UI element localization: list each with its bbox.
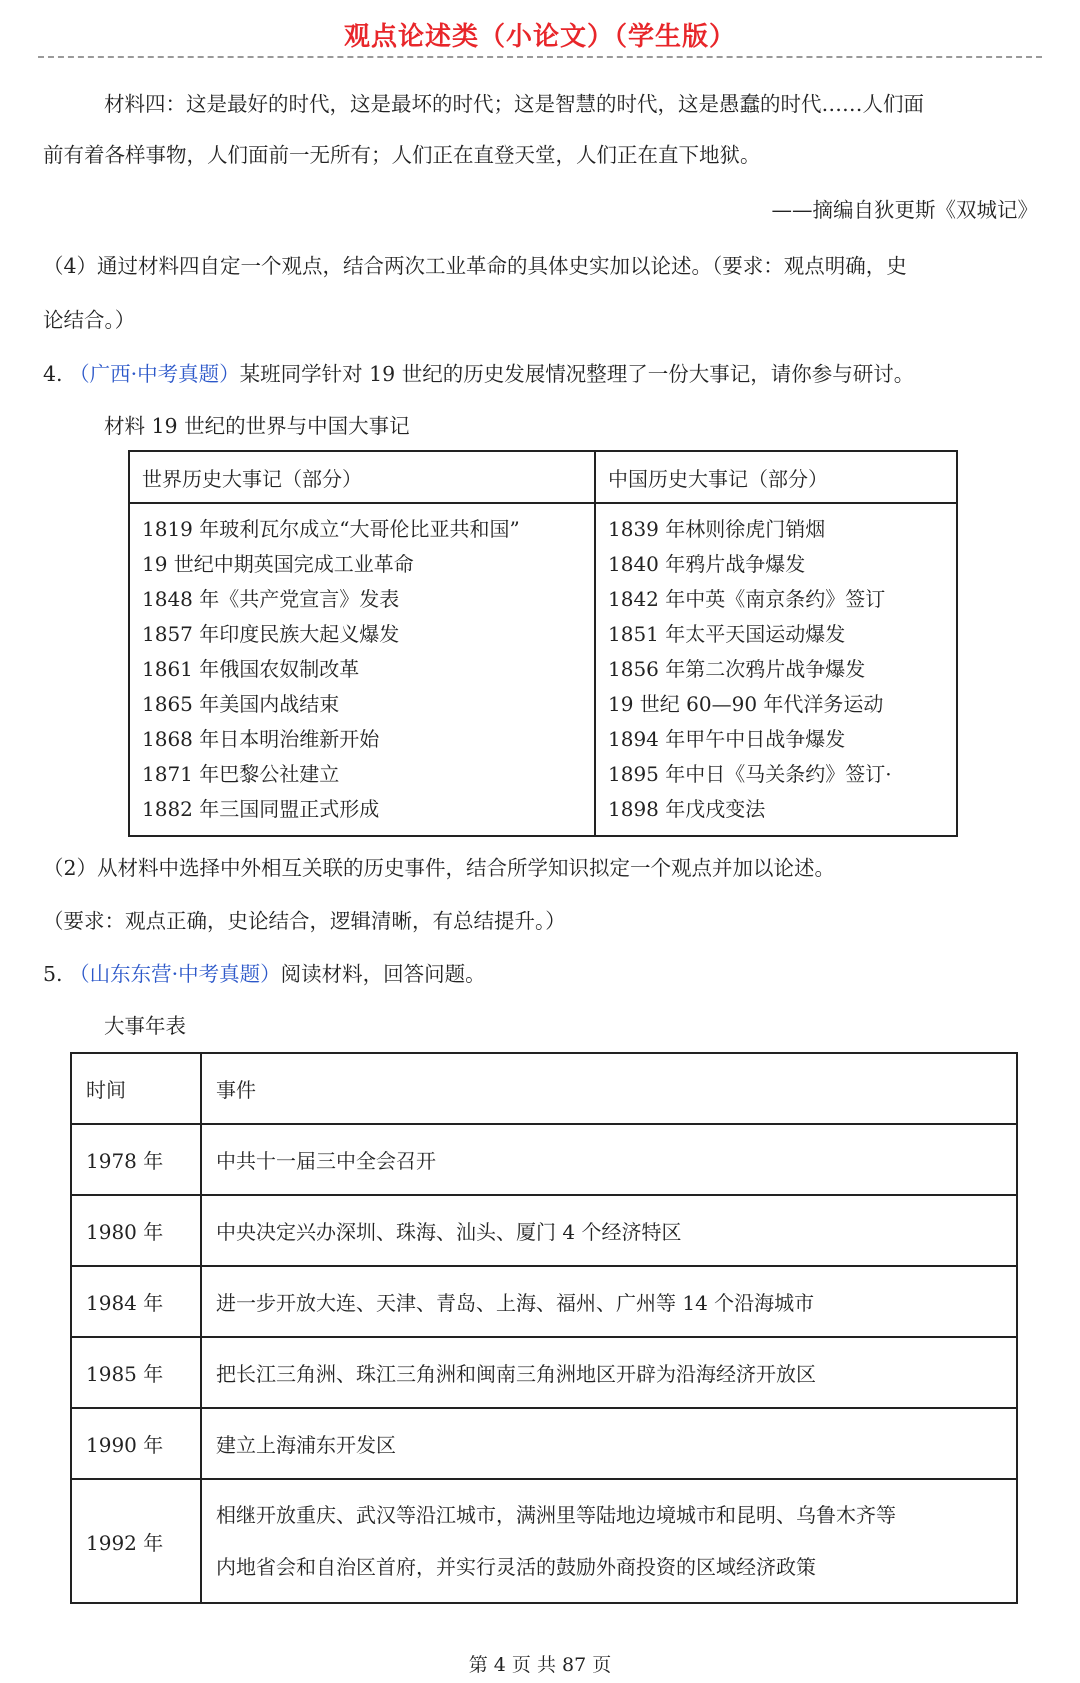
material4-line2: 前有着各样事物，人们面前一无所有；人们正在直登天堂，人们正在直下地狱。 (43, 143, 761, 167)
question4-sub4-line2: 论结合。） (43, 308, 136, 332)
world-event: 19 世纪中期英国完成工业革命 (142, 552, 414, 576)
column-header-event: 事件 (201, 1053, 1017, 1124)
table-row (71, 1124, 1017, 1195)
question-source-tag: （山东东营·中考真题） (69, 962, 281, 986)
question4-sub4-line1: （4）通过材料四自定一个观点，结合两次工业革命的具体史实加以论述。（要求：观点明确，史 (43, 254, 907, 278)
row-year: 1990 年 (71, 1408, 201, 1479)
china-event: 1898 年戊戌变法 (608, 797, 766, 821)
china-events-cell (595, 503, 957, 836)
table-row (71, 1337, 1017, 1408)
column-header-time: 时间 (71, 1053, 201, 1124)
china-event: 19 世纪 60—90 年代洋务运动 (608, 692, 884, 716)
world-events-cell (129, 503, 595, 836)
table-row (71, 1479, 1017, 1603)
question-number: 5. (43, 962, 63, 986)
world-event: 1861 年俄国农奴制改革 (142, 657, 360, 681)
china-event: 1840 年鸦片战争爆发 (608, 552, 806, 576)
question-source-tag: （广西·中考真题） (69, 362, 240, 386)
row-event-line: 相继开放重庆、武汉等沿江城市，满洲里等陆地边境城市和昆明、乌鲁木齐等 (216, 1503, 896, 1527)
row-event: 建立上海浦东开发区 (201, 1408, 1017, 1479)
timeline-table (70, 1052, 1018, 1604)
china-events-header: 中国历史大事记（部分） (595, 451, 957, 503)
material4-source: ——摘编自狄更斯《双城记》 (771, 198, 1038, 222)
events-table (128, 450, 958, 837)
row-event (201, 1479, 1017, 1603)
table-header-row (71, 1053, 1017, 1124)
question5-heading (43, 960, 486, 988)
row-event-line: 内地省会和自治区首府，并实行灵活的鼓励外商投资的区域经济政策 (216, 1555, 816, 1579)
world-event: 1865 年美国内战结束 (142, 692, 340, 716)
question4-sub2-line1: （2）从材料中选择中外相互关联的历史事件，结合所学知识拟定一个观点并加以论述。 (43, 856, 836, 880)
world-events-header: 世界历史大事记（部分） (129, 451, 595, 503)
page-number: 第 4 页 共 87 页 (468, 1654, 612, 1676)
world-event: 1848 年《共产党宣言》发表 (142, 587, 400, 611)
row-event: 把长江三角洲、珠江三角洲和闽南三角洲地区开辟为沿海经济开放区 (201, 1337, 1017, 1408)
row-event: 中共十一届三中全会召开 (201, 1124, 1017, 1195)
row-year: 1992 年 (71, 1479, 201, 1603)
table-row (71, 1266, 1017, 1337)
material-title: 材料 19 世纪的世界与中国大事记 (104, 414, 410, 438)
china-event: 1839 年林则徐虎门销烟 (608, 517, 826, 541)
china-event: 1895 年中日《马关条约》签订· (608, 762, 892, 786)
row-year: 1978 年 (71, 1124, 201, 1195)
world-event: 1882 年三国同盟正式形成 (142, 797, 380, 821)
table-row (71, 1195, 1017, 1266)
row-year: 1985 年 (71, 1337, 201, 1408)
china-event: 1842 年中英《南京条约》签订 (608, 587, 886, 611)
row-event: 中央决定兴办深圳、珠海、汕头、厦门 4 个经济特区 (201, 1195, 1017, 1266)
world-event: 1857 年印度民族大起义爆发 (142, 622, 400, 646)
page-title: 观点论述类（小论文）（学生版） (343, 22, 736, 52)
china-event: 1856 年第二次鸦片战争爆发 (608, 657, 866, 681)
china-event: 1851 年太平天国运动爆发 (608, 622, 846, 646)
header-divider (38, 56, 1042, 58)
row-year: 1980 年 (71, 1195, 201, 1266)
timeline-table-title: 大事年表 (104, 1014, 186, 1038)
question-number: 4. (43, 362, 63, 386)
row-event: 进一步开放大连、天津、青岛、上海、福州、广州等 14 个沿海城市 (201, 1266, 1017, 1337)
world-event: 1868 年日本明治维新开始 (142, 727, 380, 751)
row-year: 1984 年 (71, 1266, 201, 1337)
question-text: 阅读材料，回答问题。 (280, 962, 486, 986)
question4-sub2-line2: （要求：观点正确，史论结合，逻辑清晰，有总结提升。） (43, 909, 566, 933)
world-event: 1871 年巴黎公社建立 (142, 762, 340, 786)
material4-line1: 材料四：这是最好的时代，这是最坏的时代；这是智慧的时代，这是愚蠢的时代……人们面 (104, 92, 924, 116)
china-event: 1894 年甲午中日战争爆发 (608, 727, 846, 751)
table-row (71, 1408, 1017, 1479)
question-text: 某班同学针对 19 世纪的历史发展情况整理了一份大事记，请你参与研讨。 (239, 362, 915, 386)
world-event: 1819 年玻利瓦尔成立“大哥伦比亚共和国” (142, 517, 520, 541)
question4-heading (43, 360, 914, 388)
